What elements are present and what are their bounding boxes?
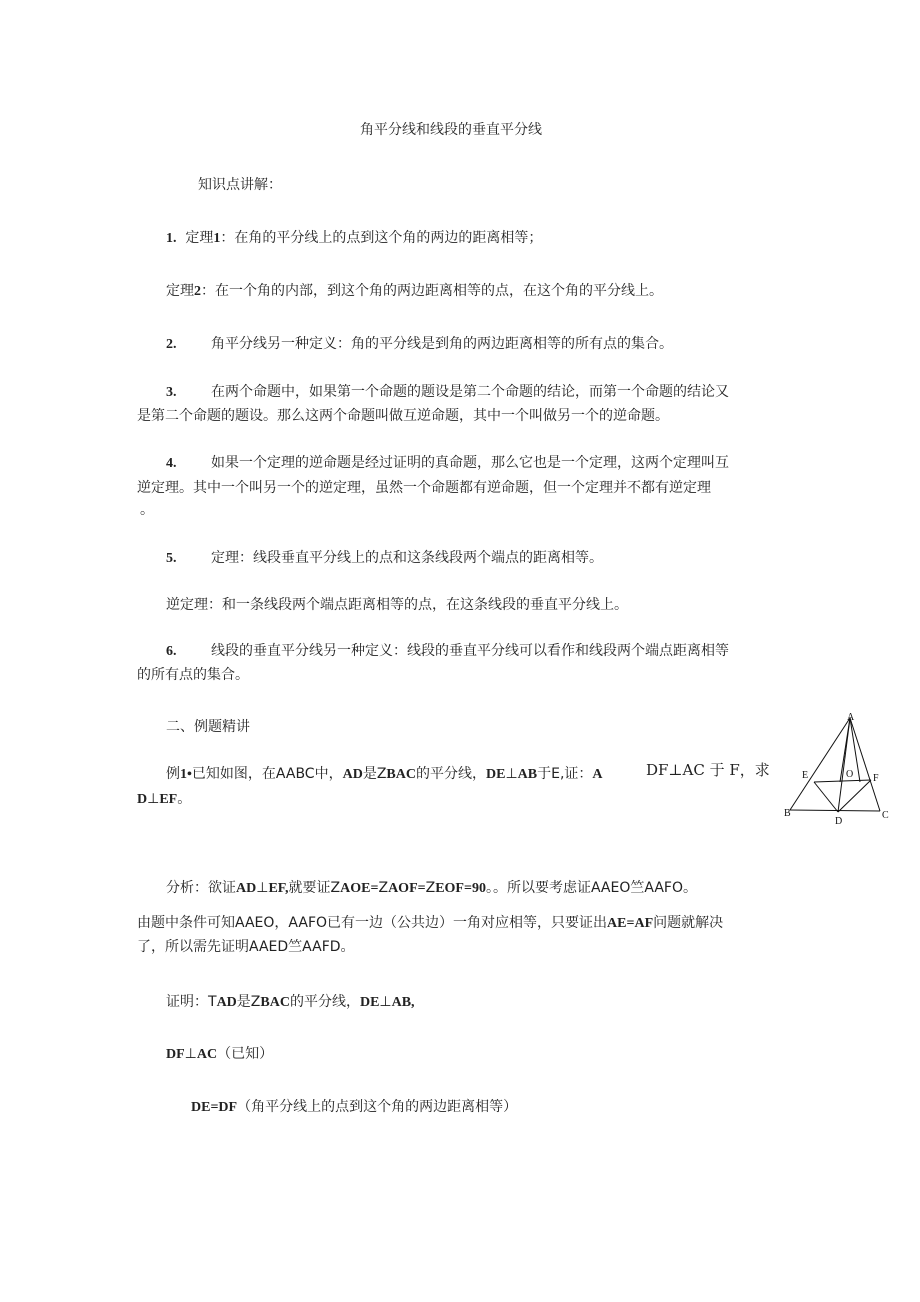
pr-text: AD xyxy=(216,995,237,1010)
item-text: ：在一个角的内部，到这个角的两边距离相等的点，在这个角的平分线上。 xyxy=(201,283,663,299)
an-text: 。。所以要考虑证AAEO竺AAFO。 xyxy=(485,880,697,896)
ex-text: 例 xyxy=(166,766,180,782)
item-1b xyxy=(166,281,663,302)
item-2 xyxy=(166,334,177,355)
an-text: EOF=90 xyxy=(435,881,486,896)
item-4-line3: 。 xyxy=(140,502,154,518)
an-text: AE=AF xyxy=(607,916,654,931)
item-6 xyxy=(166,641,177,662)
an-text: 就要证Z xyxy=(288,880,341,896)
ex-text: EF xyxy=(159,792,178,807)
an-text: Z xyxy=(425,880,436,896)
item-number: 5. xyxy=(166,551,177,566)
item-text: ：在角的平分线上的点到这个角的两边的距离相等； xyxy=(220,230,543,246)
label-c: C xyxy=(882,810,889,821)
pr-text: BAC xyxy=(260,995,290,1010)
pr-text: （已知） xyxy=(217,1046,274,1062)
pr-text: ⊥ xyxy=(379,994,392,1010)
triangle-figure xyxy=(780,710,895,830)
ex-text: A xyxy=(592,767,603,782)
proof-line3 xyxy=(191,1097,517,1118)
item-text: 1 xyxy=(213,231,221,246)
ex-text: AB xyxy=(517,767,538,782)
analysis-line3: 了，所以需先证明AAED竺AAFD。 xyxy=(137,939,355,955)
item-5b: 逆定理：和一条线段两个端点距离相等的点，在这条线段的垂直平分线上。 xyxy=(166,597,628,613)
item-5 xyxy=(166,548,177,569)
an-text: Z xyxy=(378,880,389,896)
item-4-line1: 如果一个定理的逆命题是经过证明的真命题，那么它也是一个定理，这两个定理叫互 xyxy=(211,455,729,471)
item-6-line2: 的所有点的集合。 xyxy=(137,667,249,683)
proof-line1 xyxy=(166,992,415,1013)
pr-text: （角平分线上的点到这个角的两边距离相等） xyxy=(237,1099,518,1115)
ex-text: 的平分线， xyxy=(415,766,486,782)
item-1 xyxy=(166,228,542,249)
example-1-line1 xyxy=(166,764,603,785)
side-ab xyxy=(790,718,850,810)
pr-text: ⊥ xyxy=(184,1046,197,1062)
item-number: 1. xyxy=(166,231,177,246)
item-5-text: 定理：线段垂直平分线上的点和这条线段两个端点的距离相等。 xyxy=(211,550,603,566)
ex-text: DE xyxy=(485,767,506,782)
section-heading-knowledge: 知识点讲解： xyxy=(198,177,282,193)
analysis-line2 xyxy=(137,913,723,934)
side-bc xyxy=(790,810,880,811)
item-number: 3. xyxy=(166,385,177,400)
an-text: ⊥ xyxy=(256,880,269,896)
item-3 xyxy=(166,382,177,403)
pr-text: 的平分线， xyxy=(289,994,360,1010)
label-o: O xyxy=(846,769,854,780)
ex-text: ⊥ xyxy=(505,766,518,782)
item-text: 定理 xyxy=(166,283,194,299)
pr-text: DE xyxy=(359,995,380,1010)
label-b: B xyxy=(784,808,791,819)
ex-text: BAC xyxy=(386,767,416,782)
ex-text: 。 xyxy=(177,791,192,807)
label-d: D xyxy=(835,816,843,827)
proof-line2 xyxy=(166,1044,273,1065)
item-number: 6. xyxy=(166,644,177,659)
item-3-line1: 在两个命题中，如果第一个命题的题设是第二个命题的结论，而第一个命题的结论又 xyxy=(211,384,729,400)
item-4 xyxy=(166,453,177,474)
an-text: EF, xyxy=(268,881,289,896)
an-text: AOF= xyxy=(388,881,426,896)
label-a: A xyxy=(847,712,855,723)
ex-text: D xyxy=(137,792,148,807)
section-heading-examples: 二、例题精讲 xyxy=(166,719,250,735)
item-text: 定理 xyxy=(185,230,214,246)
ex-text: AD xyxy=(342,767,363,782)
example-1-line1-tail: DF⊥AC 于 F，求 xyxy=(646,761,770,779)
pr-text: 是Z xyxy=(236,994,261,1010)
item-number: 4. xyxy=(166,456,177,471)
example-1-line2 xyxy=(137,789,191,810)
label-f: F xyxy=(873,773,879,784)
an-text: 由题中条件可知AAEO，AAFO已有一边（公共边）一角对应相等，只要证出 xyxy=(137,915,608,931)
ex-text: 于E,证： xyxy=(537,766,593,782)
item-text: 2 xyxy=(194,284,201,299)
an-text: 分析：欲证 xyxy=(166,880,236,896)
segment-fd xyxy=(838,780,871,812)
page-title: 角平分线和线段的垂直平分线 xyxy=(360,122,542,138)
an-text: AOE= xyxy=(340,881,379,896)
an-text: AD xyxy=(236,881,257,896)
ex-text: 已知如图，在AABC中， xyxy=(191,766,343,782)
pr-text: AC xyxy=(196,1047,218,1062)
label-e: E xyxy=(802,770,809,781)
segment-ed xyxy=(814,782,838,812)
ex-text: 1• xyxy=(180,767,192,782)
pr-text: DE=DF xyxy=(191,1100,238,1115)
item-number: 2. xyxy=(166,337,177,352)
side-ac xyxy=(850,718,880,811)
item-6-line1: 线段的垂直平分线另一种定义：线段的垂直平分线可以看作和线段两个端点距离相等 xyxy=(211,643,729,659)
item-4-line2: 逆定理。其中一个叫另一个的逆定理，虽然一个命题都有逆命题，但一个定理并不都有逆定理 xyxy=(137,480,711,496)
analysis-line1 xyxy=(166,878,697,899)
pr-text: AB, xyxy=(391,995,415,1010)
pr-text: 证明：T xyxy=(166,994,217,1010)
item-3-line2: 是第二个命题的题设。那么这两个命题叫做互逆命题，其中一个叫做另一个的逆命题。 xyxy=(137,408,669,424)
ex-text: ⊥ xyxy=(147,791,160,807)
item-2-text: 角平分线另一种定义：角的平分线是到角的两边距离相等的所有点的集合。 xyxy=(211,336,673,352)
ex-text: 是Z xyxy=(362,766,387,782)
pr-text: DF xyxy=(166,1047,185,1062)
an-text: 问题就解决 xyxy=(653,915,724,931)
